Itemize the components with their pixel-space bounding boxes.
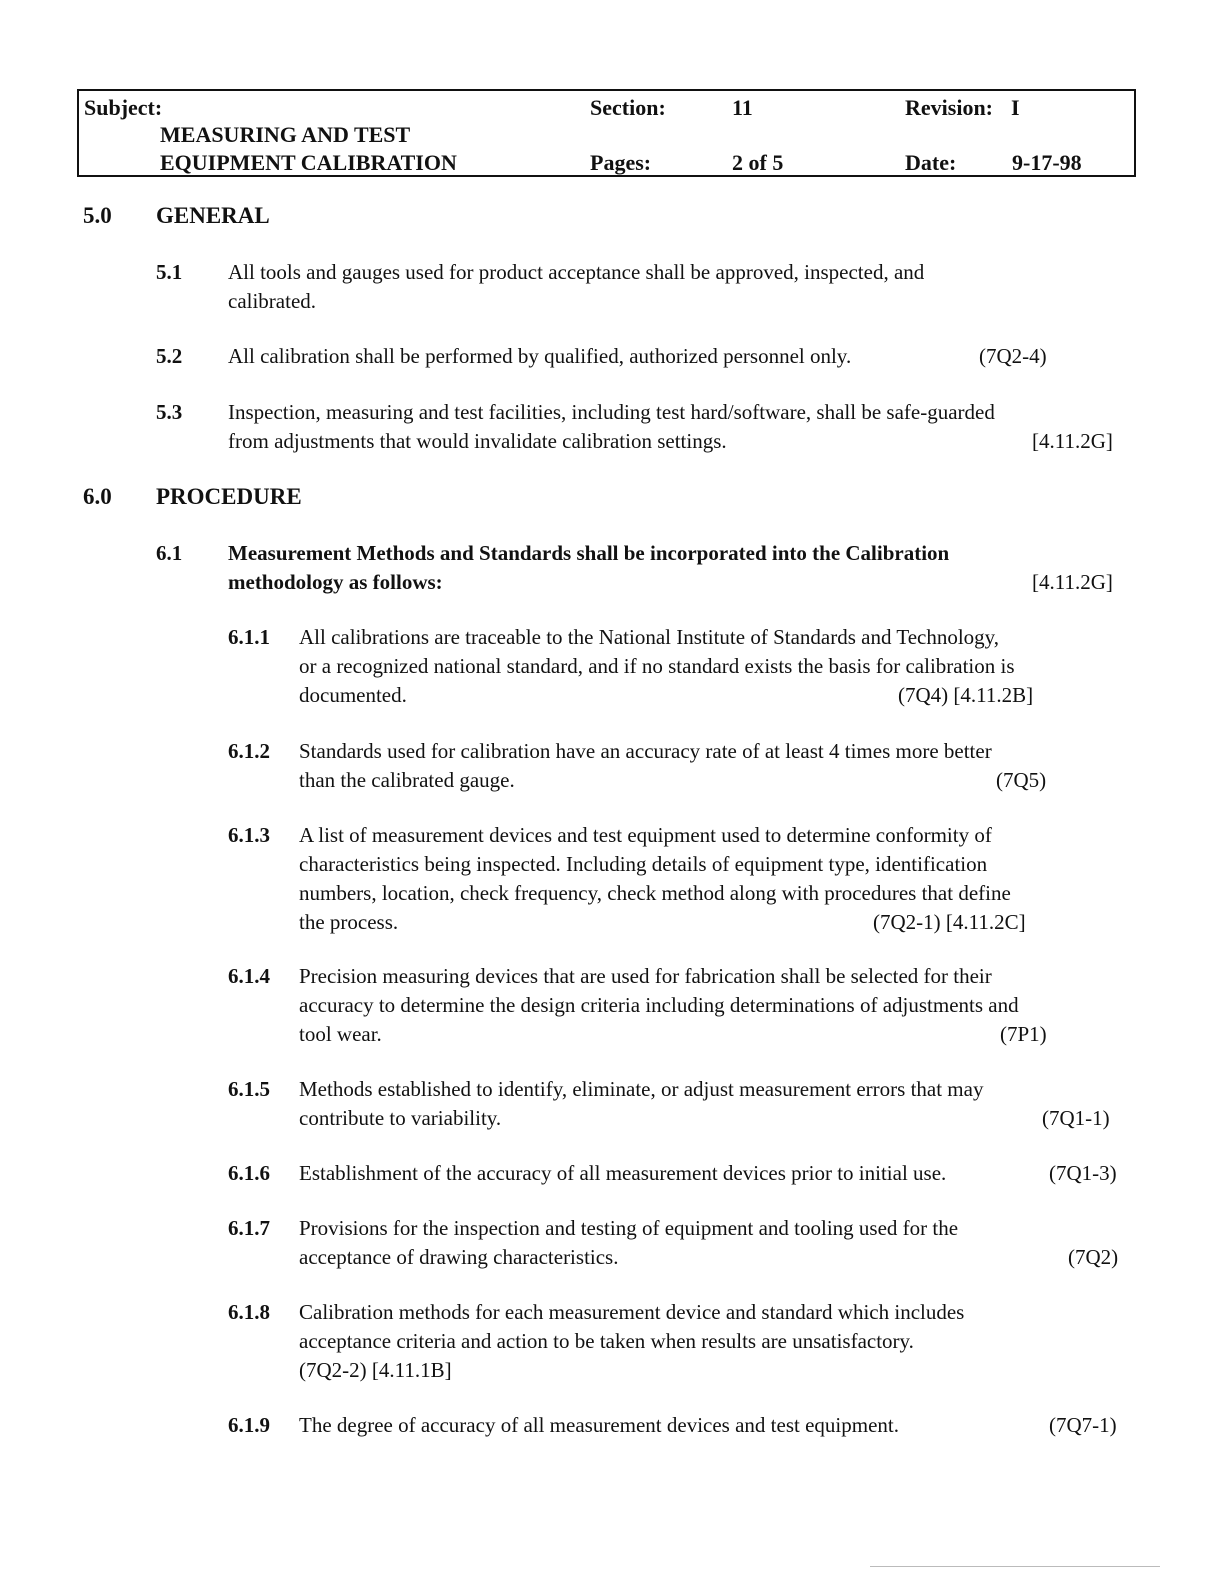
reference-code: (7Q1-1) — [1042, 1106, 1110, 1130]
text-line: than the calibrated gauge. — [299, 768, 515, 792]
reference-code: (7Q2) — [1068, 1245, 1119, 1269]
text-line: The degree of accuracy of all measurement devices and test equipment. — [299, 1413, 899, 1437]
pages-label: Pages: — [590, 150, 652, 175]
text-line: calibrated. — [228, 289, 317, 313]
item-number: 6.1.8 — [228, 1300, 270, 1324]
text-line: Standards used for calibration have an accuracy rate of at least 4 times more better — [299, 739, 992, 763]
subject-line-2: EQUIPMENT CALIBRATION — [160, 150, 457, 175]
item-text — [228, 342, 1128, 371]
item-text — [299, 1075, 1129, 1133]
item-number: 6.1.5 — [228, 1077, 270, 1101]
item-number: 6.1 — [156, 541, 183, 565]
text-line: numbers, location, check frequency, check method along with procedures that define — [299, 881, 1011, 905]
reference-code: (7Q2-4) — [979, 344, 1047, 368]
item-text — [299, 623, 1129, 710]
text-line: Measurement Methods and Standards shall be incorporated into the Calibration — [228, 541, 950, 565]
pages-value: 2 of 5 — [732, 150, 784, 175]
reference-code: [4.11.2G] — [1032, 570, 1113, 594]
item-text — [228, 258, 1128, 316]
text-line: accuracy to determine the design criteria including determinations of adjustments and — [299, 993, 1019, 1017]
item-number: 6.1.9 — [228, 1413, 270, 1437]
text-line: acceptance criteria and action to be taken when results are unsatisfactory. — [299, 1329, 914, 1353]
text-line: characteristics being inspected. Including details of equipment type, identification — [299, 852, 988, 876]
reference-code: (7Q5) — [996, 768, 1047, 792]
text-line: All calibrations are traceable to the National Institute of Standards and Technology, — [299, 625, 1000, 649]
item-number: 5.3 — [156, 400, 183, 424]
item-number: 6.1.3 — [228, 823, 270, 847]
item-text — [299, 1411, 1129, 1440]
text-line: tool wear. — [299, 1022, 382, 1046]
item-text — [299, 1298, 1129, 1385]
item-text — [299, 1159, 1129, 1188]
item-text — [228, 398, 1128, 456]
text-line: Establishment of the accuracy of all measurement devices prior to initial use. — [299, 1161, 947, 1185]
text-line: acceptance of drawing characteristics. — [299, 1245, 619, 1269]
section-value: 11 — [732, 95, 753, 120]
text-line: methodology as follows: — [228, 570, 443, 594]
item-number: 6.1.1 — [228, 625, 270, 649]
item-number: 6.1.4 — [228, 964, 270, 988]
date-label: Date: — [905, 150, 957, 175]
text-line: Calibration methods for each measurement device and standard which includes — [299, 1300, 965, 1324]
section-label: Section: — [590, 95, 666, 120]
revision-value: I — [1011, 95, 1020, 120]
item-heading — [228, 539, 1128, 597]
scan-edge-line — [870, 1566, 1160, 1567]
revision-label: Revision: — [905, 95, 993, 120]
document-header — [77, 89, 1136, 177]
text-line: Precision measuring devices that are used for fabrication shall be selected for their — [299, 964, 992, 988]
reference-code: (7Q7-1) — [1049, 1413, 1117, 1437]
item-number: 6.1.2 — [228, 739, 270, 763]
reference-code: (7Q2-1) [4.11.2C] — [873, 910, 1026, 934]
reference-code: (7Q4) [4.11.2B] — [898, 683, 1034, 707]
text-line: Inspection, measuring and test facilities, including test hard/software, shall be safe-guarded — [228, 400, 995, 424]
text-line: contribute to variability. — [299, 1106, 502, 1130]
subject-label: Subject: — [84, 95, 163, 120]
text-line: Provisions for the inspection and testing of equipment and tooling used for the — [299, 1216, 959, 1240]
section-title: GENERAL — [156, 203, 270, 228]
item-number: 5.1 — [156, 260, 183, 284]
text-line: documented. — [299, 683, 407, 707]
item-text — [299, 1214, 1129, 1272]
text-line: All calibration shall be performed by qualified, authorized personnel only. — [228, 344, 852, 368]
subject-line-1: MEASURING AND TEST — [160, 122, 411, 147]
section-number: 6.0 — [83, 484, 112, 509]
text-line: the process. — [299, 910, 399, 934]
reference-code: [4.11.2G] — [1032, 429, 1113, 453]
reference-code: (7P1) — [1000, 1022, 1047, 1046]
text-line: or a recognized national standard, and if no standard exists the basis for calibration is — [299, 654, 1015, 678]
item-text — [299, 962, 1129, 1049]
item-number: 5.2 — [156, 344, 183, 368]
item-text — [299, 737, 1129, 795]
item-number: 6.1.7 — [228, 1216, 270, 1240]
section-number: 5.0 — [83, 203, 112, 228]
text-line: from adjustments that would invalidate calibration settings. — [228, 429, 727, 453]
text-line: A list of measurement devices and test equipment used to determine conformity of — [299, 823, 992, 847]
section-title: PROCEDURE — [156, 484, 302, 509]
item-number: 6.1.6 — [228, 1161, 270, 1185]
date-value: 9-17-98 — [1012, 150, 1082, 175]
text-line: (7Q2-2) [4.11.1B] — [299, 1358, 452, 1382]
item-text — [299, 821, 1129, 937]
text-line: Methods established to identify, eliminate, or adjust measurement errors that may — [299, 1077, 984, 1101]
reference-code: (7Q1-3) — [1049, 1161, 1117, 1185]
text-line: All tools and gauges used for product acceptance shall be approved, inspected, and — [228, 260, 925, 284]
